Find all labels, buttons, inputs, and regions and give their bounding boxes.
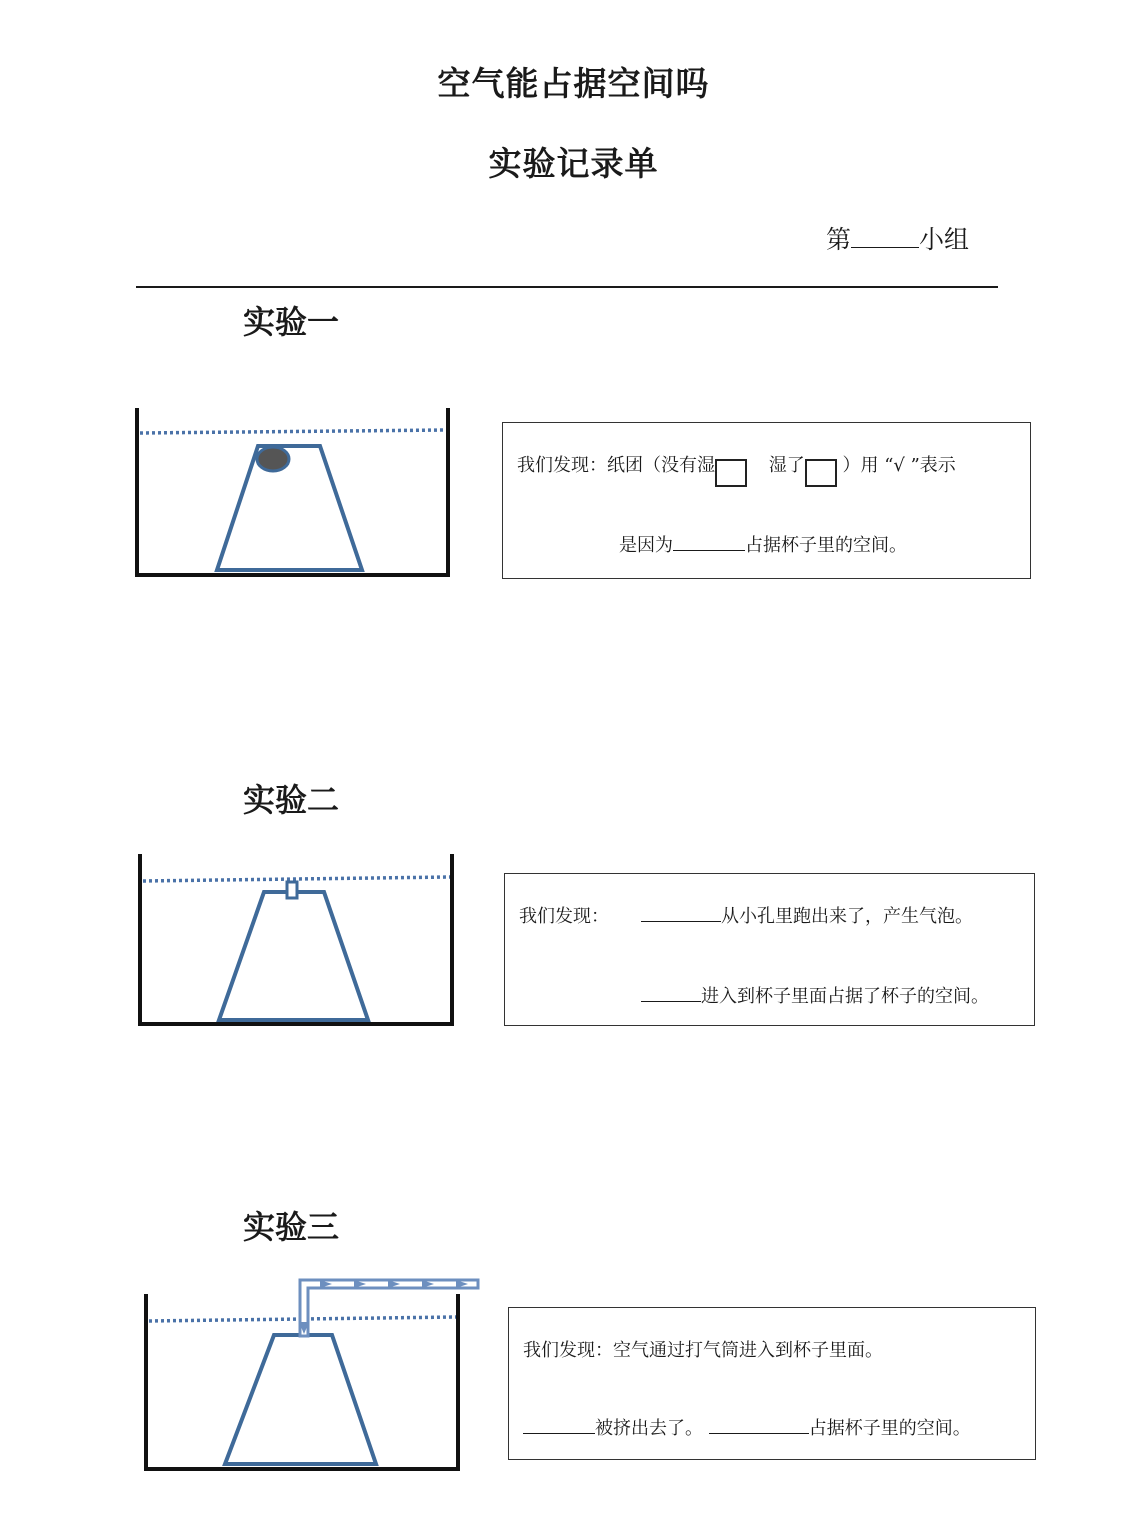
experiment3-line2 — [523, 1414, 971, 1440]
experiment2-blank2[interactable] — [641, 1000, 701, 1002]
water-line — [140, 430, 445, 433]
small-hole — [287, 882, 297, 898]
experiment3-blank2[interactable] — [709, 1432, 809, 1434]
experiment1-heading: 实验一 — [243, 303, 340, 341]
experiment3-blank1[interactable] — [523, 1432, 595, 1434]
inverted-cup — [217, 446, 362, 570]
experiment2-line2-text: 进入到杯子里面占据了杯子的空间。 — [701, 986, 989, 1007]
experiment1-diagram — [130, 400, 460, 585]
experiment1-line2 — [619, 531, 907, 557]
experiment1-line1 — [517, 451, 956, 487]
inverted-cup-with-hole — [219, 892, 368, 1020]
inverted-cup — [225, 1335, 376, 1464]
experiment3-result-box — [508, 1307, 1036, 1460]
experiment1-line2-prefix: 是因为 — [619, 535, 673, 556]
experiment1-line1-suffix: ）用 “√ ”表示 — [842, 455, 956, 476]
experiment1-result-box — [502, 422, 1031, 579]
experiment1-line2-suffix: 占据杯子里的空间。 — [745, 535, 907, 556]
page-title: 空气能占据空间吗 — [437, 64, 710, 103]
experiment3-line2-part1: 被挤出去了。 — [595, 1418, 703, 1439]
pump-tube — [300, 1280, 478, 1336]
experiment3-line2-part2: 占据杯子里的空间。 — [808, 1418, 971, 1439]
checkbox-not-wet[interactable] — [715, 459, 747, 487]
header-divider — [136, 286, 998, 288]
experiment2-diagram — [132, 848, 462, 1033]
experiment1-reason-blank[interactable] — [673, 549, 745, 551]
experiment2-result-box — [504, 873, 1035, 1026]
group-suffix: 小组 — [919, 225, 970, 254]
experiment1-line1-prefix: 我们发现：纸团（没有湿 — [517, 455, 715, 476]
water-line — [143, 877, 450, 881]
group-prefix: 第 — [826, 225, 852, 254]
experiment1-option-wet: 湿了 — [768, 455, 805, 476]
experiment2-line1 — [641, 902, 973, 928]
group-number-field — [826, 220, 969, 256]
experiment2-label: 我们发现： — [519, 906, 609, 927]
page-subtitle: 实验记录单 — [488, 144, 659, 183]
experiment2-heading: 实验二 — [243, 781, 340, 819]
experiment3-diagram — [138, 1272, 488, 1477]
experiment3-heading: 实验三 — [243, 1208, 340, 1246]
experiment2-blank1[interactable] — [641, 920, 721, 922]
experiment3-line1: 我们发现：空气通过打气筒进入到杯子里面。 — [523, 1340, 883, 1361]
checkbox-wet[interactable] — [805, 459, 837, 487]
paper-ball — [257, 447, 289, 471]
experiment2-line2 — [641, 982, 989, 1008]
group-number-blank[interactable] — [851, 246, 919, 248]
experiment2-line1-text: 从小孔里跑出来了，产生气泡。 — [721, 906, 973, 927]
